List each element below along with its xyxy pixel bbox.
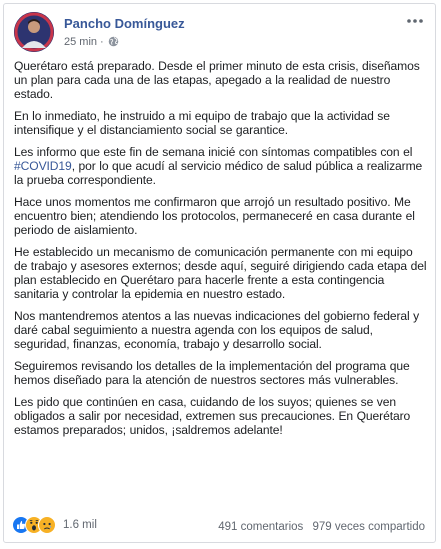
comments-count-link[interactable]: 491 comentarios [218,521,304,533]
avatar-image [14,12,54,52]
post-text [14,59,427,445]
reaction-count[interactable]: 1.6 mil [63,519,97,531]
post-paragraph: En lo inmediato, he instruido a mi equipo de trabajo que la actividad se intensifique y el distanciamiento social se garantice. [14,109,390,137]
post-paragraph: Seguiremos revisando los detalles de la implementación del programa que hemos diseñado para la atención de nuestros sectores más vulnerables. [14,359,410,387]
more-options-icon [404,14,426,28]
reactions-summary[interactable] [12,516,97,534]
post-paragraph: Nos mantendremos atentos a las nuevas indicaciones del gobierno federal y daré cabal seguimiento a nuestra agenda con los equipos de salud, seguridad, finanzas, economía, trabajo y desarrollo social. [14,309,420,351]
author-avatar[interactable] [14,12,54,52]
more-options-button[interactable] [404,14,426,28]
facebook-post-card [3,3,436,543]
engagement-stats [218,521,425,533]
sad-icon [38,516,56,534]
post-paragraph: He establecido un mecanismo de comunicación permanente con mi equipo de trabajo y asesores externos; desde aquí, seguiré dirigiendo cada etapa del plan establecido en Querétaro para hacerle frente a esta contingencia sanitaria y controlar la epidemia en nuestro estado. [14,245,427,301]
reaction-icons [12,516,51,534]
paragraph-text: Les informo que este fin de semana inicié con síntomas compatibles con el [14,145,413,159]
globe-icon[interactable] [108,36,119,50]
meta-separator: · [100,36,104,48]
post-meta [64,36,119,50]
post-paragraph: Querétaro está preparado. Desde el primer minuto de esta crisis, diseñamos un plan para cada una de las etapas, apegado a la realidad de nuestro estado. [14,59,420,101]
post-header [14,12,426,54]
paragraph-text: , por lo que acudí al servicio médico de salud pública a realizarme la prueba correspondiente. [14,159,423,187]
post-paragraph [14,145,427,187]
post-timestamp[interactable]: 25 min [64,36,98,48]
post-paragraph: Les pido que continúen en casa, cuidando de los suyos; quienes se ven obligados a salir por necesidad, extremen sus precauciones. En Querétaro estamos preparados; unidos, ¡saldremos adelante! [14,395,411,437]
shares-count-link[interactable]: 979 veces compartido [312,521,425,533]
author-name[interactable]: Pancho Domínguez [64,16,185,31]
post-paragraph: Hace unos momentos me confirmaron que arrojó un resultado positivo. Me encuentro bien; atendiendo los protocolos, permaneceré en casa durante el periodo de aislamiento. [14,195,415,237]
hashtag-link[interactable]: #COVID19 [14,159,72,173]
